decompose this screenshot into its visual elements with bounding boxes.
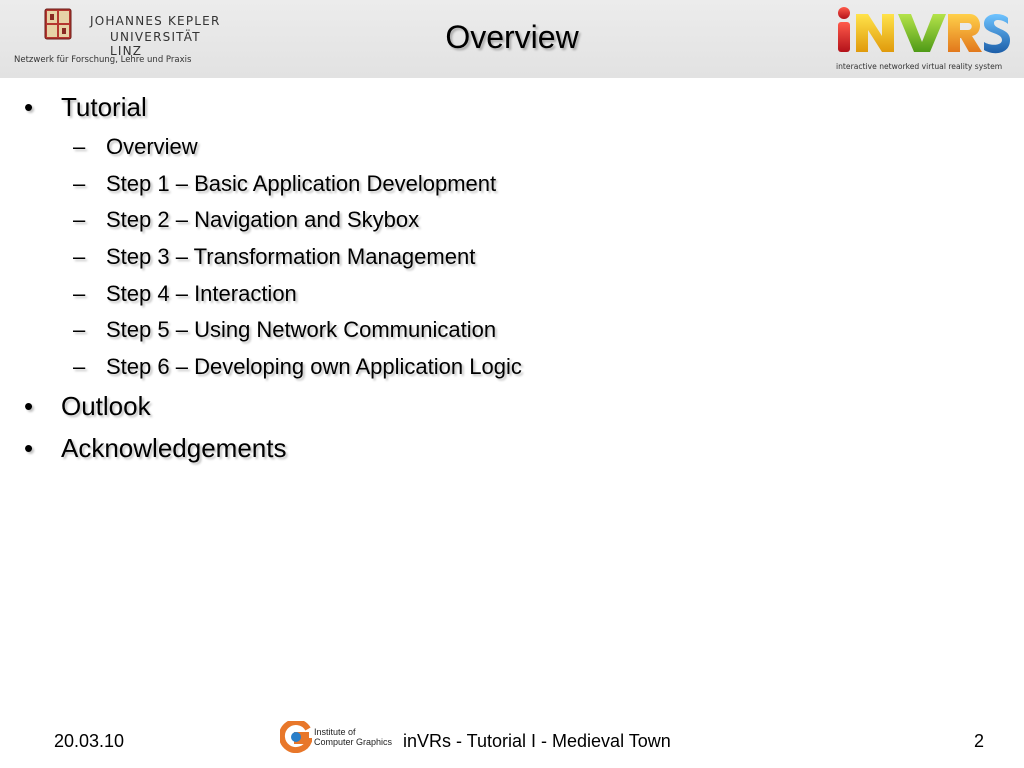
sub-bullet-label: Overview (106, 134, 198, 159)
bullet-mark: • (24, 433, 34, 463)
invrs-tagline: interactive networked virtual reality system (836, 62, 1003, 71)
bullet-label: Acknowledgements (61, 433, 287, 463)
icg-label-line1: Institute of (314, 727, 356, 737)
bullet-mark: • (24, 92, 34, 122)
jku-tagline: Netzwerk für Forschung, Lehre und Praxis (14, 55, 192, 65)
footer-date: 20.03.10 (54, 731, 125, 751)
icg-label (314, 727, 392, 747)
sub-bullet-label: Step 3 – Transformation Management (106, 244, 476, 269)
page-number: 2 (974, 731, 985, 751)
icg-label-line2: Computer Graphics (314, 737, 393, 747)
dash-mark: – (73, 281, 86, 306)
sub-bullet-label: Step 2 – Navigation and Skybox (106, 207, 420, 232)
jku-name-line2: UNIVERSITÄT LINZ (110, 30, 201, 58)
icg-logo (280, 721, 400, 753)
bullet-label: Outlook (61, 391, 151, 421)
invrs-logo (834, 4, 1014, 76)
slide-header (0, 0, 1024, 78)
dash-mark: – (73, 317, 86, 342)
icg-logo-icon (280, 721, 312, 753)
slide-title: Overview (445, 19, 579, 55)
invrs-logo-mark (834, 4, 1010, 58)
dash-mark: – (73, 244, 86, 269)
dash-mark: – (73, 134, 86, 159)
bullet-label: Tutorial (61, 92, 147, 122)
sub-bullet-label: Step 6 – Developing own Application Logic (106, 354, 522, 379)
jku-name-line1: JOHANNES KEPLER (90, 14, 221, 28)
bullet-mark: • (24, 391, 34, 421)
sub-bullet-label: Step 5 – Using Network Communication (106, 317, 497, 342)
dash-mark: – (73, 171, 86, 196)
dash-mark: – (73, 354, 86, 379)
dash-mark: – (73, 207, 86, 232)
sub-bullet-label: Step 4 – Interaction (106, 281, 297, 306)
footer-title: inVRs - Tutorial I - Medieval Town (403, 731, 671, 751)
sub-bullet-label: Step 1 – Basic Application Development (106, 171, 497, 196)
